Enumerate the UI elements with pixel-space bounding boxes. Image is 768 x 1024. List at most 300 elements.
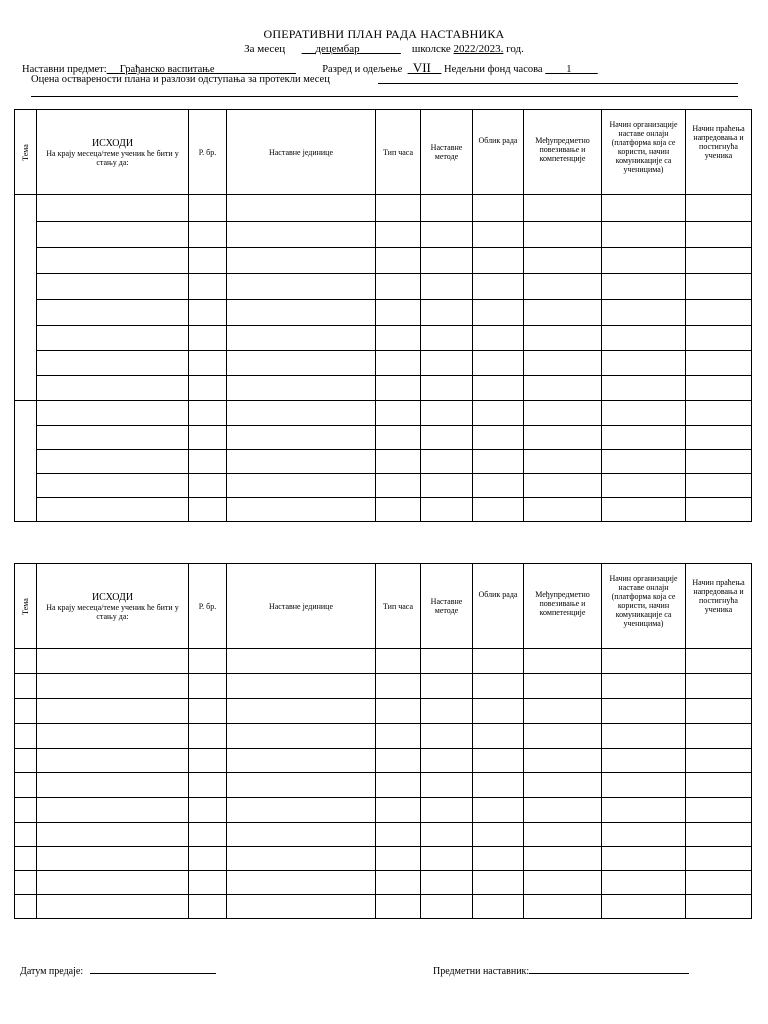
table-cell[interactable] — [602, 847, 686, 871]
table-cell[interactable] — [227, 649, 376, 674]
table-cell[interactable] — [227, 248, 376, 274]
table-cell[interactable] — [421, 351, 473, 376]
table-cell[interactable] — [227, 401, 376, 426]
table-row — [15, 376, 752, 401]
table-cell[interactable] — [602, 823, 686, 847]
table-cell[interactable] — [473, 871, 524, 895]
col-header-tip: Тип часа — [376, 110, 421, 195]
table-cell[interactable] — [421, 376, 473, 401]
table-cell[interactable] — [686, 699, 752, 724]
tema-cell[interactable] — [15, 798, 37, 823]
table-cell[interactable] — [37, 376, 189, 401]
table-cell[interactable] — [421, 274, 473, 300]
table-row — [15, 798, 752, 823]
table-cell[interactable] — [686, 248, 752, 274]
table-cell[interactable] — [602, 450, 686, 474]
table-row — [15, 351, 752, 376]
table-cell[interactable] — [189, 274, 227, 300]
table-cell[interactable] — [376, 274, 421, 300]
table-cell[interactable] — [524, 847, 602, 871]
table-cell[interactable] — [524, 823, 602, 847]
table-cell[interactable] — [421, 326, 473, 351]
page-title: ОПЕРАТИВНИ ПЛАН РАДА НАСТАВНИКА — [263, 27, 505, 41]
table-cell[interactable] — [473, 195, 524, 222]
table-cell[interactable] — [686, 674, 752, 699]
table-row — [15, 498, 752, 522]
table-cell[interactable] — [421, 195, 473, 222]
table-row — [15, 895, 752, 919]
table-row — [15, 724, 752, 749]
grade-value: VII — [412, 60, 431, 75]
table-cell[interactable] — [189, 450, 227, 474]
table-cell[interactable] — [524, 474, 602, 498]
col-header-rbr: Р. бр. — [189, 564, 227, 649]
table-cell[interactable] — [602, 798, 686, 823]
table-cell[interactable] — [37, 871, 189, 895]
table-cell[interactable] — [686, 195, 752, 222]
table-cell[interactable] — [602, 674, 686, 699]
table-row — [15, 699, 752, 724]
grade-label: Разред и одељење — [322, 64, 403, 75]
table-cell[interactable] — [227, 450, 376, 474]
table-cell[interactable] — [473, 274, 524, 300]
weekly-label: Недељни фонд часова — [444, 64, 543, 75]
table-cell[interactable] — [473, 895, 524, 919]
table-cell[interactable] — [227, 699, 376, 724]
table-cell[interactable] — [686, 351, 752, 376]
table-cell[interactable] — [602, 724, 686, 749]
table-cell[interactable] — [189, 674, 227, 699]
table-cell[interactable] — [421, 401, 473, 426]
table-cell[interactable] — [686, 326, 752, 351]
table-cell[interactable] — [686, 426, 752, 450]
table-cell[interactable] — [37, 274, 189, 300]
table-cell[interactable] — [686, 376, 752, 401]
table-cell[interactable] — [227, 300, 376, 326]
table-cell[interactable] — [37, 248, 189, 274]
table-cell[interactable] — [602, 699, 686, 724]
table-cell[interactable] — [473, 724, 524, 749]
table-row — [15, 674, 752, 699]
table-cell[interactable] — [602, 351, 686, 376]
col-header-metode: Наставне методе — [421, 564, 473, 649]
table-cell[interactable] — [686, 847, 752, 871]
table-cell[interactable] — [473, 674, 524, 699]
table-cell[interactable] — [37, 649, 189, 674]
table-cell[interactable] — [37, 222, 189, 248]
table-cell[interactable] — [473, 847, 524, 871]
evaluation-line-2[interactable] — [31, 96, 738, 97]
col-header-nacin-organizacije: Начин организације наставе онлајн (платформа која се користи, начин комуникације са ученицима) — [602, 564, 686, 649]
table-cell[interactable] — [37, 326, 189, 351]
table-cell[interactable] — [421, 847, 473, 871]
table-cell[interactable] — [37, 498, 189, 522]
date-field[interactable] — [90, 963, 216, 974]
table-cell[interactable] — [686, 823, 752, 847]
col-header-rbr: Р. бр. — [189, 110, 227, 195]
col-header-nacin-pracenja: Начин праћења напредовања и постигнућа ученика — [686, 110, 752, 195]
table-cell[interactable] — [686, 749, 752, 773]
table-cell[interactable] — [473, 749, 524, 773]
table-cell[interactable] — [602, 376, 686, 401]
table-cell[interactable] — [421, 248, 473, 274]
tema-cell[interactable] — [15, 724, 37, 749]
evaluation-label: Оцена остварености плана и разлози одступања за протекли месец — [31, 74, 330, 85]
table-cell[interactable] — [524, 699, 602, 724]
table-cell[interactable] — [37, 798, 189, 823]
table-cell[interactable] — [227, 724, 376, 749]
table-cell[interactable] — [473, 426, 524, 450]
table-cell[interactable] — [227, 426, 376, 450]
col-header-oblik: Облик рада — [473, 110, 524, 195]
table-cell[interactable] — [686, 401, 752, 426]
table-cell[interactable] — [473, 823, 524, 847]
table-cell[interactable] — [227, 351, 376, 376]
table-cell[interactable] — [686, 773, 752, 798]
table-cell[interactable] — [473, 474, 524, 498]
tema-cell[interactable] — [15, 823, 37, 847]
table-cell[interactable] — [473, 498, 524, 522]
table-cell[interactable] — [227, 895, 376, 919]
table-cell[interactable] — [376, 871, 421, 895]
table-cell[interactable] — [376, 195, 421, 222]
table-cell[interactable] — [37, 749, 189, 773]
col-header-oblik: Облик рада — [473, 564, 524, 649]
table-cell[interactable] — [602, 773, 686, 798]
table-cell[interactable] — [602, 248, 686, 274]
table-cell[interactable] — [602, 474, 686, 498]
table-cell[interactable] — [227, 798, 376, 823]
ishodi-sub: На крају месеца/теме ученик ће бити у стању да: — [46, 148, 179, 167]
table-cell[interactable] — [37, 450, 189, 474]
table-row — [15, 426, 752, 450]
table-cell[interactable] — [189, 248, 227, 274]
table-cell[interactable] — [524, 326, 602, 351]
table-cell[interactable] — [189, 649, 227, 674]
table-cell[interactable] — [524, 773, 602, 798]
col-header-tema: Тема — [15, 110, 37, 195]
table-cell[interactable] — [602, 498, 686, 522]
table-cell[interactable] — [189, 847, 227, 871]
table-cell[interactable] — [473, 401, 524, 426]
table-cell[interactable] — [37, 300, 189, 326]
table-row — [15, 401, 752, 426]
table-cell[interactable] — [421, 773, 473, 798]
table-cell[interactable] — [421, 649, 473, 674]
table-cell[interactable] — [227, 474, 376, 498]
month-value-field[interactable] — [302, 43, 401, 55]
table-cell[interactable] — [189, 749, 227, 773]
table-cell[interactable] — [602, 274, 686, 300]
table-2-body — [15, 649, 752, 919]
table-cell[interactable] — [421, 699, 473, 724]
col-header-nacin-organizacije: Начин организације наставе онлајн (платформа која се користи, начин комуникације са ученицима) — [602, 110, 686, 195]
table-row — [15, 871, 752, 895]
tema-cell[interactable] — [15, 871, 37, 895]
col-header-tema: Тема — [15, 564, 37, 649]
table-cell[interactable] — [189, 798, 227, 823]
table-cell[interactable] — [227, 674, 376, 699]
table-cell[interactable] — [189, 823, 227, 847]
table-row — [15, 248, 752, 274]
table-cell[interactable] — [524, 248, 602, 274]
table-cell[interactable] — [189, 724, 227, 749]
table-cell[interactable] — [227, 773, 376, 798]
tema-cell[interactable] — [15, 649, 37, 674]
table-cell[interactable] — [189, 326, 227, 351]
table-cell[interactable] — [473, 248, 524, 274]
tema-cell[interactable] — [15, 749, 37, 773]
school-year-label: школске — [411, 43, 451, 55]
table-cell[interactable] — [686, 871, 752, 895]
table-cell[interactable] — [524, 351, 602, 376]
table-cell[interactable] — [602, 426, 686, 450]
table-cell[interactable] — [524, 300, 602, 326]
col-header-nacin-pracenja: Начин праћења напредовања и постигнућа ученика — [686, 564, 752, 649]
table-cell[interactable] — [189, 351, 227, 376]
table-cell[interactable] — [189, 222, 227, 248]
month-line — [0, 43, 768, 55]
table-cell[interactable] — [227, 274, 376, 300]
table-cell[interactable] — [473, 699, 524, 724]
plan-table-2 — [14, 563, 752, 919]
table-cell[interactable] — [421, 300, 473, 326]
table-cell[interactable] — [376, 895, 421, 919]
grade-value-field[interactable] — [408, 60, 442, 75]
table-cell[interactable] — [686, 724, 752, 749]
table-cell[interactable] — [524, 649, 602, 674]
ishodi-title: ИСХОДИ — [91, 137, 134, 149]
table-cell[interactable] — [376, 823, 421, 847]
table-cell[interactable] — [227, 749, 376, 773]
table-cell[interactable] — [37, 895, 189, 919]
table-cell[interactable] — [421, 222, 473, 248]
table-cell[interactable] — [37, 195, 189, 222]
table-cell[interactable] — [602, 326, 686, 351]
table-cell[interactable] — [227, 222, 376, 248]
table-cell[interactable] — [376, 376, 421, 401]
table-cell[interactable] — [376, 798, 421, 823]
table-cell[interactable] — [37, 823, 189, 847]
table-cell[interactable] — [524, 222, 602, 248]
table-row — [15, 326, 752, 351]
table-cell[interactable] — [376, 699, 421, 724]
table-cell[interactable] — [189, 426, 227, 450]
table-cell[interactable] — [524, 195, 602, 222]
school-year-value[interactable]: 2022/2023. — [453, 43, 504, 55]
table-cell[interactable] — [227, 326, 376, 351]
col-header-ishodi — [37, 110, 189, 195]
table-cell[interactable] — [421, 724, 473, 749]
tema-cell[interactable] — [15, 195, 37, 401]
table-cell[interactable] — [524, 749, 602, 773]
table-cell[interactable] — [37, 401, 189, 426]
table-cell[interactable] — [37, 699, 189, 724]
table-cell[interactable] — [473, 351, 524, 376]
col-header-jedinice: Наставне јединице — [227, 110, 376, 195]
table-header-row — [15, 110, 752, 195]
table-cell[interactable] — [421, 474, 473, 498]
table-cell[interactable] — [376, 847, 421, 871]
table-cell[interactable] — [227, 376, 376, 401]
table-cell[interactable] — [421, 871, 473, 895]
table-cell[interactable] — [189, 498, 227, 522]
table-cell[interactable] — [686, 895, 752, 919]
ishodi-title: ИСХОДИ — [91, 591, 134, 603]
subject-label: Наставни предмет: — [22, 64, 107, 75]
table-cell[interactable] — [189, 401, 227, 426]
table-cell[interactable] — [37, 351, 189, 376]
table-cell[interactable] — [189, 376, 227, 401]
table-cell[interactable] — [473, 376, 524, 401]
table-cell[interactable] — [686, 222, 752, 248]
tema-cell[interactable] — [15, 401, 37, 522]
table-cell[interactable] — [376, 649, 421, 674]
table-cell[interactable] — [376, 450, 421, 474]
table-cell[interactable] — [376, 474, 421, 498]
table-cell[interactable] — [37, 773, 189, 798]
tema-cell[interactable] — [15, 699, 37, 724]
col-header-medjupredmetno: Међупредметно повезивање и компетенције — [524, 110, 602, 195]
table-cell[interactable] — [376, 426, 421, 450]
table-cell[interactable] — [602, 195, 686, 222]
table-cell[interactable] — [37, 847, 189, 871]
table-cell[interactable] — [421, 823, 473, 847]
table-cell[interactable] — [227, 823, 376, 847]
table-cell[interactable] — [686, 498, 752, 522]
table-header-row — [15, 564, 752, 649]
table-cell[interactable] — [376, 326, 421, 351]
col-header-metode: Наставне методе — [421, 110, 473, 195]
table-cell[interactable] — [686, 274, 752, 300]
table-cell[interactable] — [473, 798, 524, 823]
table-cell[interactable] — [376, 724, 421, 749]
table-cell[interactable] — [227, 847, 376, 871]
table-cell[interactable] — [421, 895, 473, 919]
table-cell[interactable] — [524, 274, 602, 300]
table-row — [15, 823, 752, 847]
month-label: За месец — [244, 43, 286, 55]
table-cell[interactable] — [189, 871, 227, 895]
table-cell[interactable] — [376, 300, 421, 326]
table-cell[interactable] — [602, 401, 686, 426]
table-cell[interactable] — [686, 474, 752, 498]
table-row — [15, 649, 752, 674]
teacher-line — [433, 963, 689, 977]
table-cell[interactable] — [37, 474, 189, 498]
table-cell[interactable] — [602, 749, 686, 773]
table-cell[interactable] — [602, 300, 686, 326]
table-cell[interactable] — [421, 450, 473, 474]
table-cell[interactable] — [227, 498, 376, 522]
weekly-value-field[interactable] — [545, 64, 598, 75]
table-cell[interactable] — [602, 895, 686, 919]
date-label: Датум предаје: — [20, 966, 84, 977]
table-cell[interactable] — [602, 871, 686, 895]
table-cell[interactable] — [189, 474, 227, 498]
date-line — [20, 963, 216, 977]
table-cell[interactable] — [524, 895, 602, 919]
table-cell[interactable] — [227, 195, 376, 222]
col-header-jedinice: Наставне јединице — [227, 564, 376, 649]
table-cell[interactable] — [421, 426, 473, 450]
teacher-signature-field[interactable] — [529, 963, 689, 974]
table-cell[interactable] — [686, 300, 752, 326]
ishodi-sub: На крају месеца/теме ученик ће бити у стању да: — [46, 602, 179, 621]
tema-cell[interactable] — [15, 773, 37, 798]
table-row — [15, 773, 752, 798]
table-cell[interactable] — [602, 222, 686, 248]
table-cell[interactable] — [189, 773, 227, 798]
table-cell[interactable] — [473, 300, 524, 326]
table-cell[interactable] — [602, 649, 686, 674]
table-cell[interactable] — [524, 871, 602, 895]
tema-cell[interactable] — [15, 674, 37, 699]
table-cell[interactable] — [524, 401, 602, 426]
table-row — [15, 450, 752, 474]
table-cell[interactable] — [376, 222, 421, 248]
col-header-tip: Тип часа — [376, 564, 421, 649]
table-cell[interactable] — [376, 749, 421, 773]
table-cell[interactable] — [227, 871, 376, 895]
tema-cell[interactable] — [15, 895, 37, 919]
table-cell[interactable] — [473, 450, 524, 474]
table-cell[interactable] — [376, 401, 421, 426]
table-cell[interactable] — [37, 426, 189, 450]
month-value: децембар — [315, 43, 360, 55]
table-cell[interactable] — [524, 674, 602, 699]
table-row — [15, 847, 752, 871]
table-cell[interactable] — [524, 798, 602, 823]
subject-value: Грађанско васпитање — [119, 64, 215, 75]
table-cell[interactable] — [524, 426, 602, 450]
table-cell[interactable] — [524, 498, 602, 522]
table-row — [15, 474, 752, 498]
table-row — [15, 274, 752, 300]
table-cell[interactable] — [421, 798, 473, 823]
table-cell[interactable] — [189, 300, 227, 326]
table-row — [15, 300, 752, 326]
table-row — [15, 195, 752, 222]
table-cell[interactable] — [524, 724, 602, 749]
table-cell[interactable] — [473, 649, 524, 674]
table-cell[interactable] — [376, 674, 421, 699]
table-cell[interactable] — [37, 724, 189, 749]
table-cell[interactable] — [473, 773, 524, 798]
evaluation-line-1[interactable] — [378, 83, 738, 84]
table-cell[interactable] — [376, 248, 421, 274]
table-cell[interactable] — [189, 699, 227, 724]
table-cell[interactable] — [189, 195, 227, 222]
table-cell[interactable] — [686, 798, 752, 823]
table-cell[interactable] — [376, 498, 421, 522]
table-cell[interactable] — [421, 498, 473, 522]
table-cell[interactable] — [473, 222, 524, 248]
table-cell[interactable] — [189, 895, 227, 919]
table-cell[interactable] — [421, 749, 473, 773]
tema-cell[interactable] — [15, 847, 37, 871]
table-cell[interactable] — [686, 649, 752, 674]
table-cell[interactable] — [686, 450, 752, 474]
table-cell[interactable] — [376, 351, 421, 376]
table-cell[interactable] — [524, 376, 602, 401]
table-cell[interactable] — [473, 326, 524, 351]
table-row — [15, 222, 752, 248]
table-cell[interactable] — [421, 674, 473, 699]
table-cell[interactable] — [376, 773, 421, 798]
table-cell[interactable] — [524, 450, 602, 474]
table-cell[interactable] — [37, 674, 189, 699]
